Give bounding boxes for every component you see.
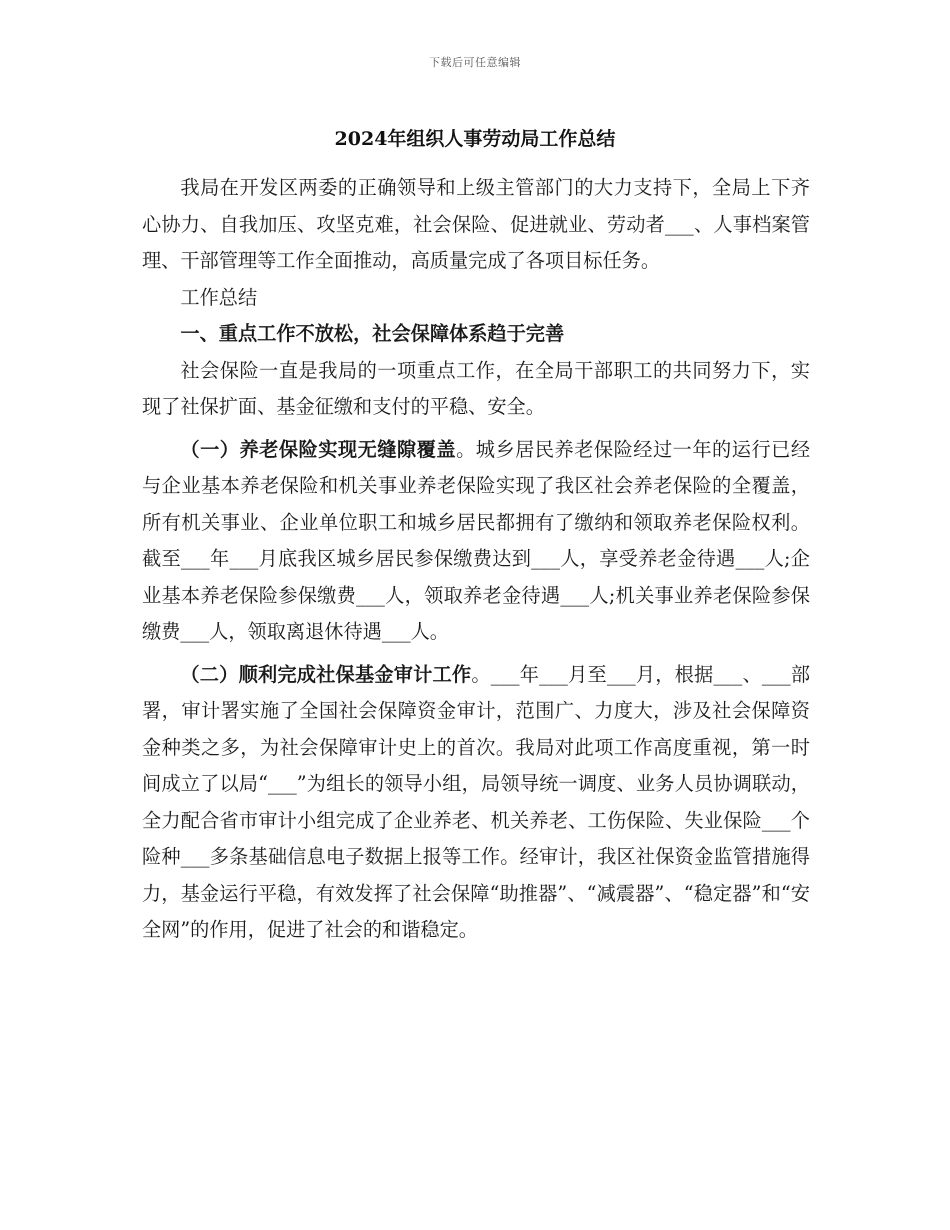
section1-heading: 一、重点工作不放松，社会保障体系趋于完善 <box>180 322 565 345</box>
item1-lead: （一）养老保险实现无缝隙覆盖 <box>180 437 457 461</box>
document-title: 2024年组织人事劳动局工作总结 <box>334 128 616 150</box>
item2-lead: （二）顺利完成社保基金审计工作 <box>180 662 472 686</box>
header-note: 下载后可任意编辑 <box>429 56 521 69</box>
item1-paragraph <box>142 432 810 651</box>
section1-paragraph: 社会保险一直是我局的一项重点工作，在全局干部职工的共同努力下，实现了社保扩面、基金征缴和支付的平稳、安全。 <box>142 358 810 418</box>
item2-paragraph <box>142 657 810 949</box>
summary-label: 工作总结 <box>180 285 258 309</box>
document-body <box>142 170 810 949</box>
item2-text: 。___年___月至___月，根据___、___部署，审计署实施了全国社会保障资金审计，范围广、力度大，涉及社会保障资金种类之多，为社会保障审计史上的首次。我局对此项工作高度重视，第一时间成立了以局“___”为组长的领导小组，局领导统一调度、业务人员协调联动，全力配合省市审计小组完成了企业养老、机关养老、工伤保险、失业保险___个险种___多条基础信息电子数据上报等工作。经审计，我区社保资金监管措施得力，基金运行平稳，有效发挥了社会保障“助推器”、“减震器”、“稳定器”和“安全网”的作用，促进了社会的和谐稳定。 <box>142 662 811 941</box>
intro-paragraph: 我局在开发区两委的正确领导和上级主管部门的大力支持下，全局上下齐心协力、自我加压、攻坚克难，社会保险、促进就业、劳动者___、人事档案管理、干部管理等工作全面推动，高质量完成了各项目标任务。 <box>142 176 810 272</box>
item1-text: 。城乡居民养老保险经过一年的运行已经与企业基本养老保险和机关事业养老保险实现了我区社会养老保险的全覆盖，所有机关事业、企业单位职工和城乡居民都拥有了缴纳和领取养老保险权利。截至___年___月底我区城乡居民参保缴费达到___人，享受养老金待遇___人;企业基本养老保险参保缴费___人，领取养老金待遇___人;机关事业养老保险参保缴费___人，领取离退休待遇___人。 <box>142 437 811 643</box>
